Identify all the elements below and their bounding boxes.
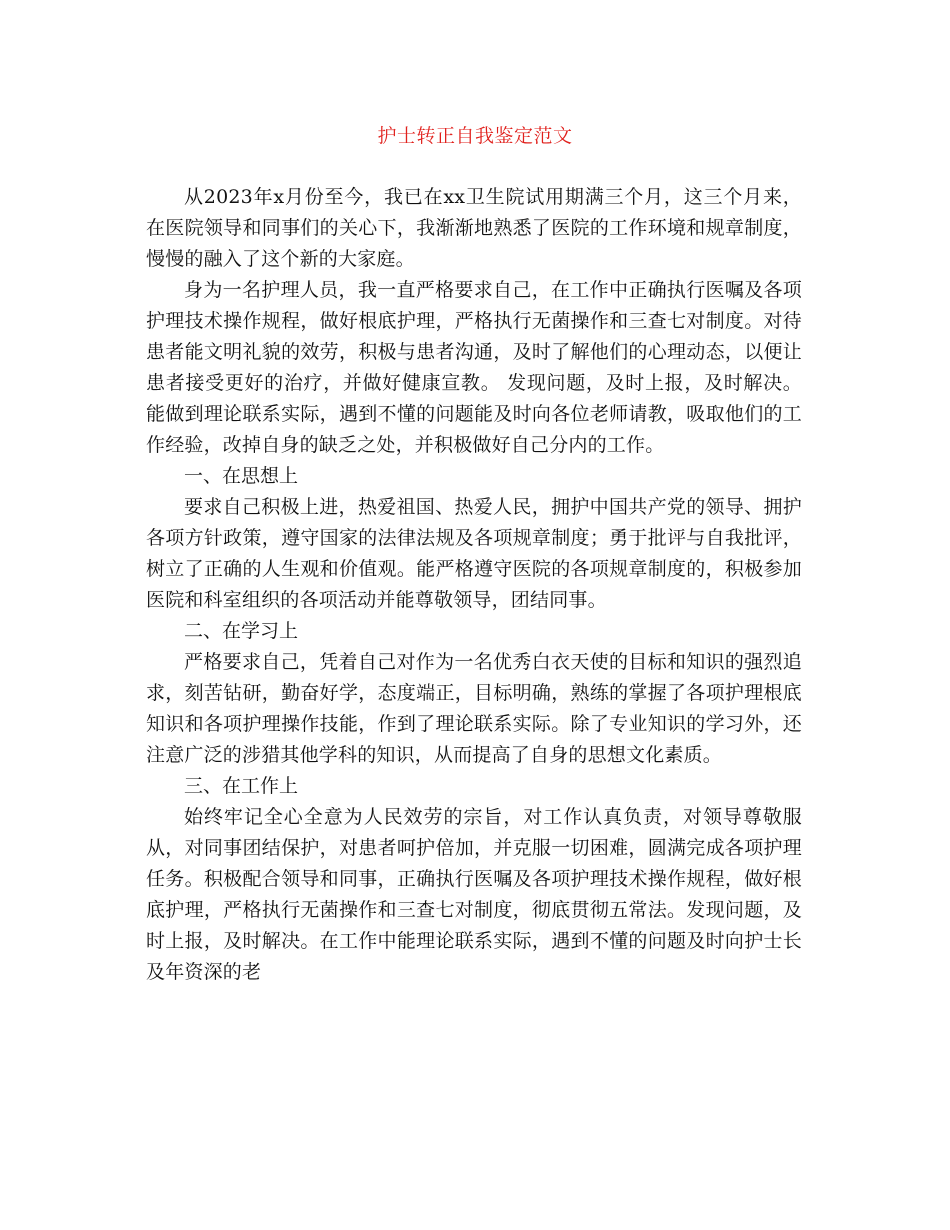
document-body — [146, 182, 802, 988]
section-heading-study: 二、在学习上 — [184, 620, 299, 642]
paragraph-study: 严格要求自己，凭着自己对作为一名优秀白衣天使的目标和知识的强烈追求，刻苦钻研，勤奋好学，态度端正，目标明确，熟练的掌握了各项护理根底知识和各项护理操作技能，作到了理论联系实际。除了专业知识的学习外，还注意广泛的涉猎其他学科的知识，从而提高了自身的思想文化素质。 — [146, 651, 802, 766]
paragraph-work: 始终牢记全心全意为人民效劳的宗旨，对工作认真负责，对领导尊敬服从，对同事团结保护，对患者呵护倍加，并克服一切困难，圆满完成各项护理任务。积极配合领导和同事，正确执行医嘱及各项护理技术操作规程，做好根底护理，严格执行无菌操作和三查七对制度，彻底贯彻五常法。发现问题，及时上报，及时解决。在工作中能理论联系实际，遇到不懂的问题及时向护士长及年资深的老 — [146, 806, 802, 983]
section-heading-ideology: 一、在思想上 — [184, 465, 299, 487]
paragraph-nursing-duties: 身为一名护理人员，我一直严格要求自己，在工作中正确执行医嘱及各项护理技术操作规程，做好根底护理，严格执行无菌操作和三查七对制度。对待患者能文明礼貌的效劳，积极与患者沟通，及时了解他们的心理动态，以便让患者接受更好的治疗，并做好健康宣教。 发现问题，及时上报，及时解决。能做到理论联系实际，遇到不懂的问题能及时向各位老师请教，吸取他们的工作经验，改掉自身的缺乏之处，并积极做好自己分内的工作。 — [146, 279, 802, 456]
document-title: 护士转正自我鉴定范文 — [377, 125, 573, 147]
paragraph-intro: 从2023年x月份至今，我已在xx卫生院试用期满三个月，这三个月来，在医院领导和同事们的关心下，我渐渐地熟悉了医院的工作环境和规章制度，慢慢的融入了这个新的大家庭。 — [146, 186, 802, 270]
paragraph-ideology: 要求自己积极上进，热爱祖国、热爱人民，拥护中国共产党的领导、拥护各项方针政策，遵守国家的法律法规及各项规章制度；勇于批评与自我批评，树立了正确的人生观和价值观。能严格遵守医院的各项规章制度的，积极参加医院和科室组织的各项活动并能尊敬领导，团结同事。 — [146, 496, 802, 611]
section-heading-work: 三、在工作上 — [184, 775, 299, 797]
